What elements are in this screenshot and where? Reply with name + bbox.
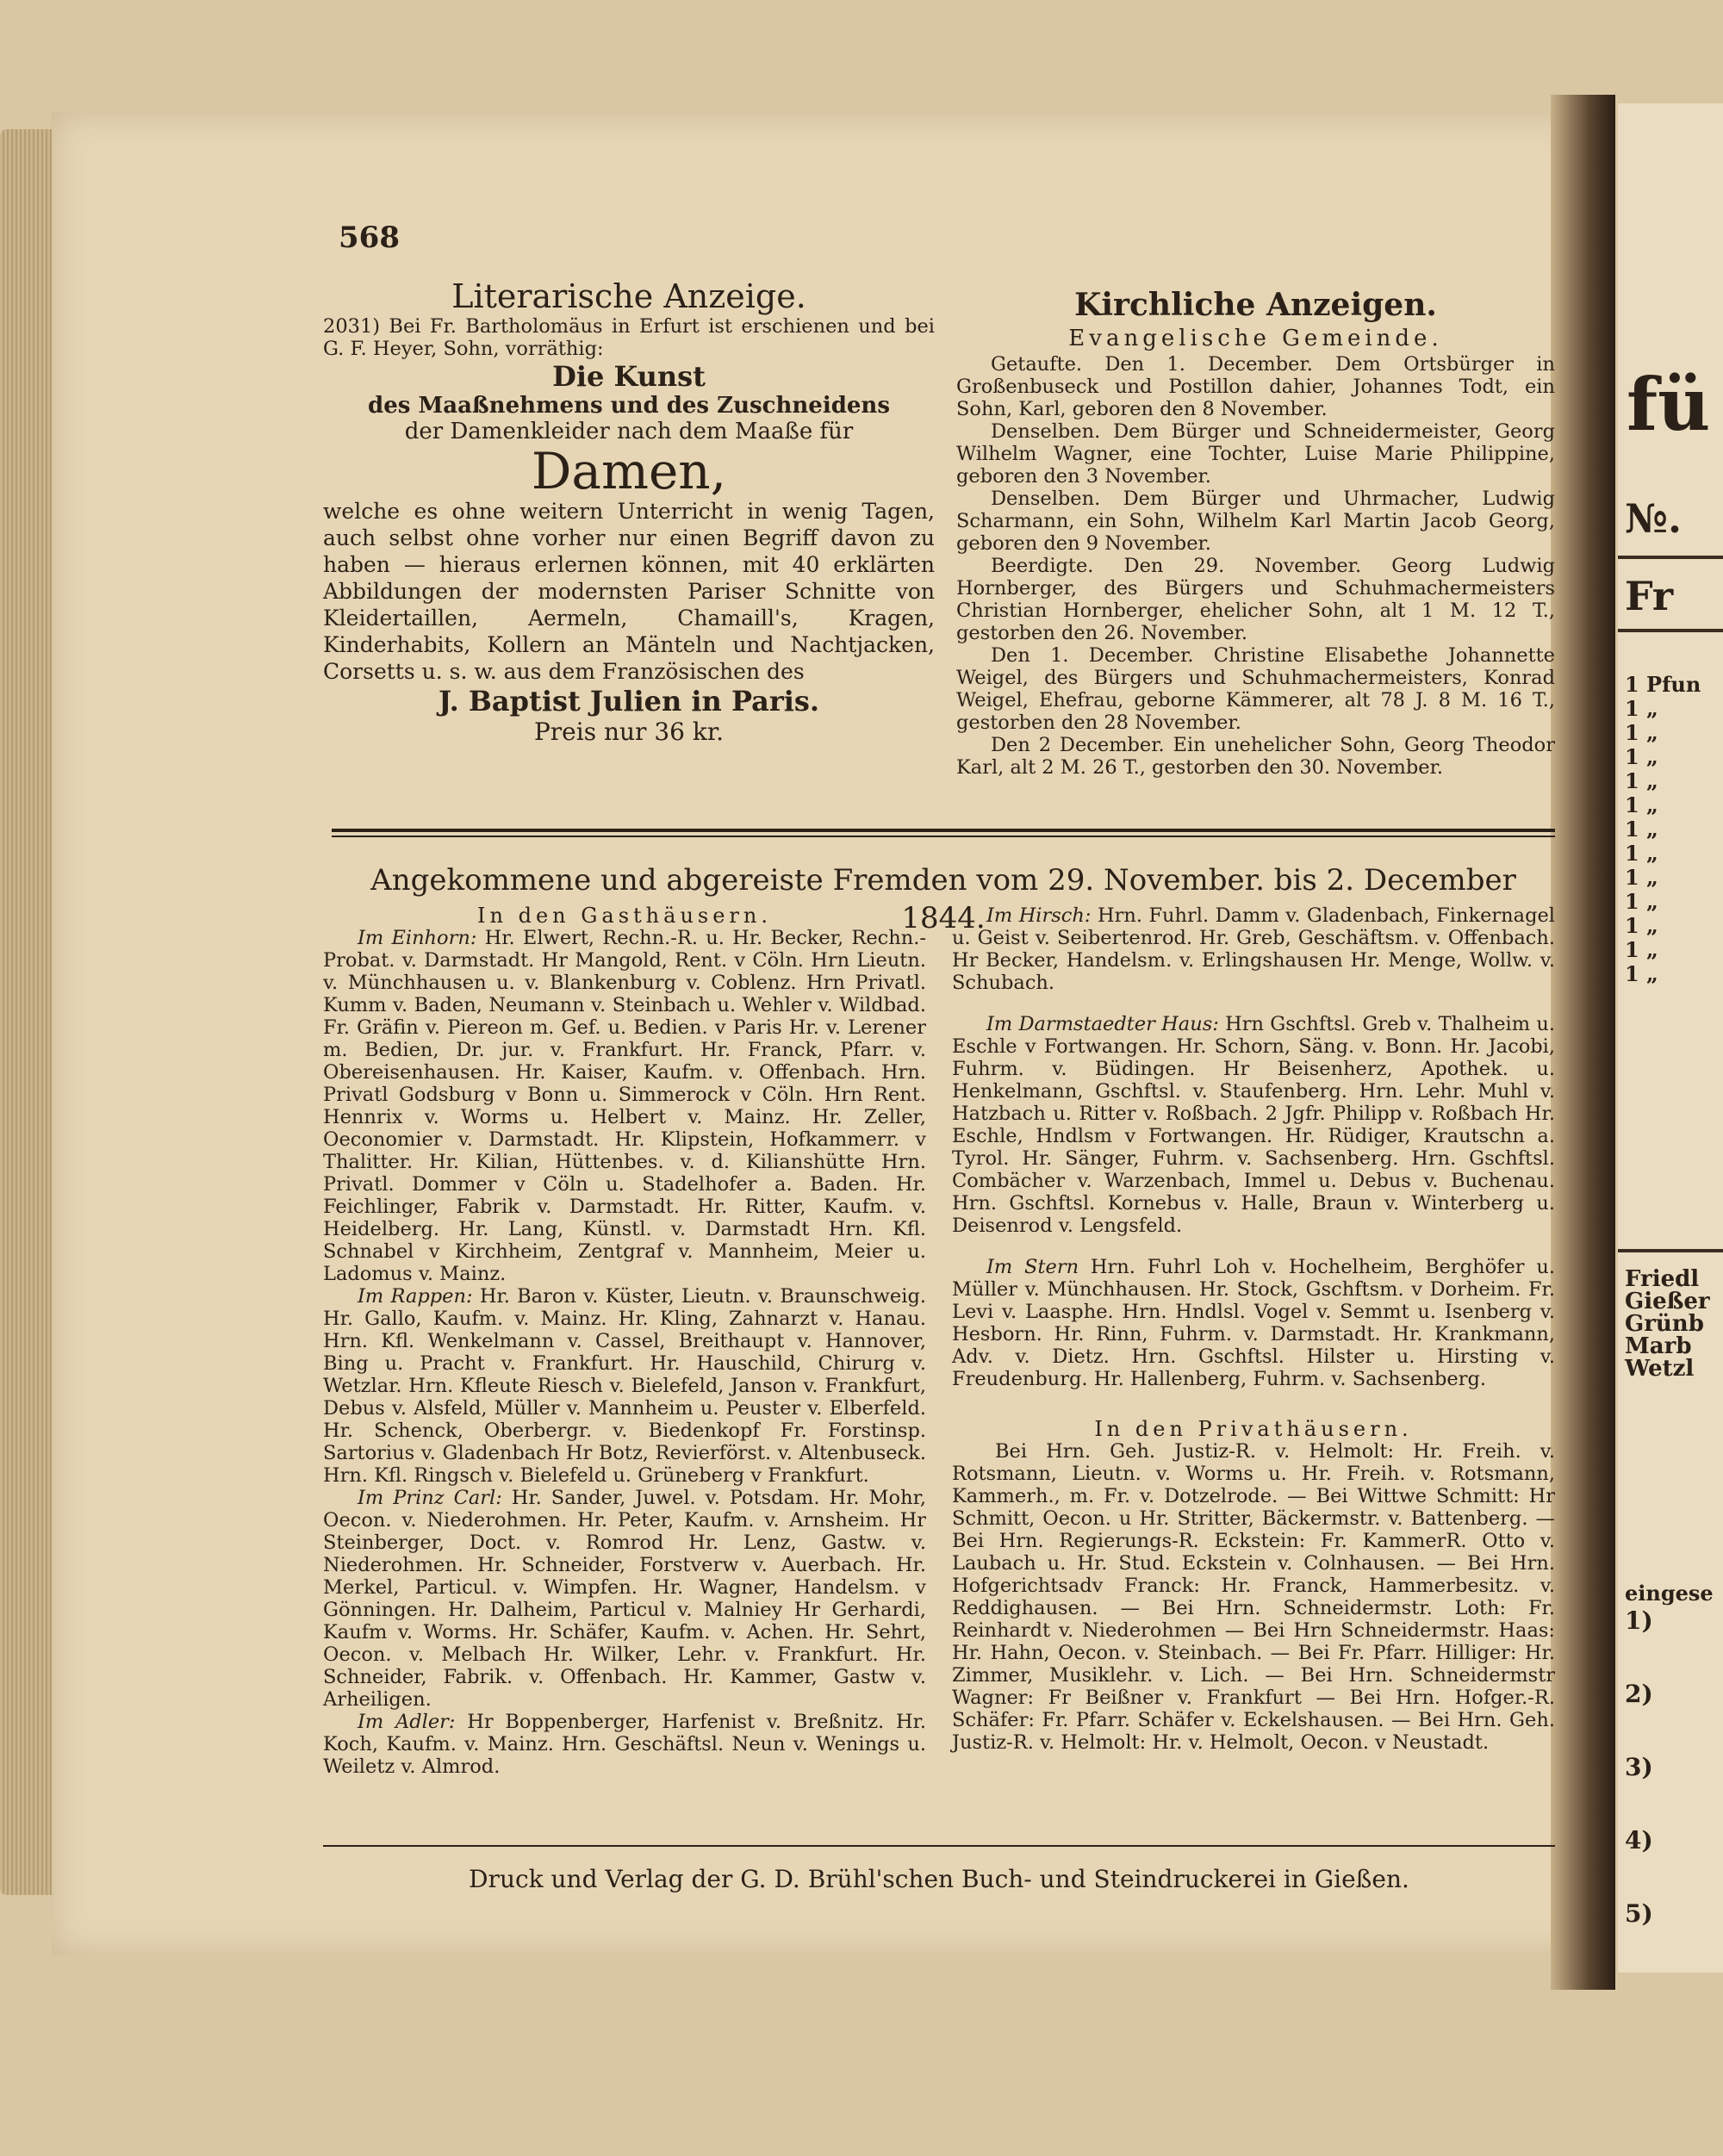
gasthaeuser-heading: In den Gasthäusern. [477,904,772,928]
inn-guests: Hrn. Fuhrl. Damm v. Gladenbach, Finkernagel u. Geist v. Seibertenrod. Hr. Greb, Geschäftsm. v. Offenbach. Hr Becker, Handelsm. v. Erlingshausen Hr. Menge, Wollw. v. Schubach. [952,904,1555,994]
left-entries [323,927,926,1778]
next-page-list-item: 1 „ [1625,961,1658,986]
inn-guests: Hr. Sander, Juwel. v. Potsdam. Hr. Mohr, Oecon. v. Niederohmen. Hr. Peter, Kaufm. v. Arnsheim. Hr Steinberger, Doct. v. Romrod Hr. Lenz, Gastw. v. Niederohmen. Hr. Schneider, Forstverw v. Auerbach. Hr. Merkel, Particul. v. Wimpfen. Hr. Wagner, Handelsm. v Gönningen. Hr. Dalheim, Particul v. Malniey Hr Gerhardi, Kaufm v. Worms. Hr. Schäfer, Kaufm. v. Achen. Hr. Sehrt, Oecon. v. Melbach Hr. Wilker, Lehr. v. Frankfurt. Hr. Schneider, Fabrik. v. Offenbach. Hr. Kammer, Gastw v. Arheiligen. [323,1487,926,1711]
church-entry: Denselben. Dem Bürger und Schneidermeister, Georg Wilhelm Wagner, eine Tochter, Luise Marie Philippine, geboren den 3 November. [956,420,1555,488]
next-page-list-item: 1 „ [1625,889,1658,914]
next-page-number: 1) [1625,1606,1653,1635]
next-page-town: Friedl [1625,1266,1700,1292]
next-page-list-item: 1 „ [1625,792,1658,817]
privat-text: Bei Hrn. Geh. Justiz-R. v. Helmolt: Hr. Freih. v. Rotsmann, Lieutn. v. Worms u. Hr. Freih. v. Rotsmann, Kammerh., m. Fr. v. Dotzelrode. — Bei Wittwe Schmitt: Hr Schmitt, Oecon. u Hr. Stritter, Bäckermstr. v. Battenberg. — Bei Hrn. Regierungs-R. Eckstein: Fr. KammerR. Otto v. Laubach u. Hr. Stud. Eckstein v. Colnhausen. — Bei Hrn. Hofgerichtsadv Franck: Hr. Franck, Hammerbesitz. v. Reddighausen. — Bei Hrn. Schneidermstr. Loth: Fr. Reinhardt v. Niederohmen — Bei Hrn Schneidermstr. Haas: Hr. Hahn, Oecon. v. Steinbach. — Bei Fr. Pfarr. Hilliger: Hr. Zimmer, Musiklehr. v. Lich. — Bei Hrn. Schneidermstr Wagner: Fr Beißner v. Frankfurt — Bei Hrn. Hofger.-R. Schäfer: Fr. Pfarr. Schäfer v. Eckelshausen. — Bei Hrn. Geh. Justiz-R. v. Helmolt: Hr. v. Helmolt, Oecon. v Neustadt. [952,1440,1555,1754]
next-page-number: 5) [1625,1899,1653,1928]
next-page-list-item: 1 „ [1625,865,1658,890]
next-page-list-item: 1 „ [1625,913,1658,938]
inn-guests: Hr. Baron v. Küster, Lieutn. v. Braunschweig. Hr. Gallo, Kaufm. v. Mainz. Hr. Kling, Zahnarzt v. Hanau. Hrn. Kfl. Wenkelmann v. Cassel, Breithaupt v. Hannover, Bing u. Pracht v. Frankfurt. Hr. Hauschild, Chirurg v. Wetzlar. Hrn. Kfleute Riesch v. Bielefeld, Janson v. Frankfurt, Debus v. Alsfeld, Müller v. Mannheim u. Peuster v. Elberfeld. Hr. Schenck, Oberbergr. v. Biedenkopf Fr. Forstinsp. Sartorius v. Gladenbach Hr Botz, Revierförst. v. Altenbuseck. Hrn. Kfl. Ringsch v. Bielefeld u. Grüneberg v Frankfurt. [323,1285,926,1487]
next-page-list-item: 1 „ [1625,744,1658,769]
next-page-list-item: 1 „ [1625,768,1658,793]
section-rule-thin [332,836,1555,837]
church-entries [956,353,1555,779]
book-gutter [1551,95,1615,1990]
section-rule [332,829,1555,832]
next-page-town: Gießer [1625,1289,1710,1314]
next-page-number: 4) [1625,1826,1653,1855]
privat-heading: In den Privathäusern. [1094,1417,1413,1441]
inn-entry [323,1711,926,1778]
next-page-heading-fragment: Fr [1625,573,1674,619]
literary-price: Preis nur 36 kr. [533,718,725,746]
strangers-left-column [323,904,926,1778]
inn-name: Im Prinz Carl: [358,1487,502,1509]
footer-rule [323,1845,1555,1847]
next-page-number: 2) [1625,1680,1653,1708]
footer-imprint: Druck und Verlag der G. D. Brühl'schen Buch- und Steindruckerei in Gießen. [469,1865,1409,1893]
church-entry: Den 1. December. Christine Elisabethe Johannette Weigel, des Bürgers und Schuhmachermeisters, Konrad Weigel, Ehefrau, geborne Kämmerer, alt 78 J. 8 M. 16 T., gestorben den 28 November. [956,644,1555,734]
inn-entry [952,1256,1555,1390]
church-notices [956,286,1555,779]
inn-name: Im Adler: [358,1711,456,1733]
inn-guests: Hr Boppenberger, Harfenist v. Breßnitz. Hr. Koch, Kaufm. v. Mainz. Hrn. Geschäftsl. Neun v. Wenings u. Weiletz v. Almrod. [323,1711,927,1778]
next-page-list-item: 1 „ [1625,937,1658,962]
church-entry: Denselben. Dem Bürger und Uhrmacher, Ludwig Scharmann, ein Sohn, Wilhelm Karl Martin Jacob Georg, geboren den 9 November. [956,488,1555,555]
inn-entry [952,904,1555,994]
next-page-town: Grünb [1625,1311,1704,1337]
page-number: 568 [339,221,400,255]
inn-entry [323,1285,926,1487]
literary-title-damen: Damen, [531,442,727,500]
next-page-title-fragment: fü [1627,362,1711,447]
church-entry: Den 2 December. Ein unehelicher Sohn, Georg Theodor Karl, alt 2 M. 26 T., gestorben den 30. November. [956,734,1555,779]
next-page-list-item: 1 „ [1625,720,1658,745]
next-page-fragment [1618,103,1723,1973]
next-page-list-item: 1 „ [1625,817,1658,842]
literary-heading: Literarische Anzeige. [451,277,806,315]
inn-name: Im Einhorn: [358,927,477,949]
next-page-number-fragment: №. [1625,495,1683,542]
inn-entry [952,1013,1555,1237]
next-page-list-item: 1 „ [1625,841,1658,866]
literary-author: J. Baptist Julien in Paris. [438,685,820,718]
inn-name: Im Hirsch: [986,904,1092,927]
inn-guests: Hrn Gschftsl. Greb v. Thalheim u. Eschle v Fortwangen. Hr. Schorn, Säng. v. Bonn. Hr. Jacobi, Fuhrm. v. Büdingen. Hr Beisenherz, Apothek. u. Henkelmann, Gschftsl. v. Staufenberg. Hrn. Lehr. Muhl v. Hatzbach u. Ritter v. Roßbach. 2 Jgfr. Philipp v. Roßbach Hr. Eschle, Hndlsm v Fortwangen. Hr. Rüdiger, Krautschn a. Tyrol. Hr. Sänger, Fuhrm. v. Sachsenberg. Hrn. Gschftsl. Combächer v. Warzenbach, Immel u. Debus v. Buchenau. Hrn. Gschftsl. Kornebus v. Halle, Braun v. Winterberg u. Deisenrod v. Lengsfeld. [952,1013,1555,1237]
inn-entry [323,1487,926,1711]
next-page-town: Marb [1625,1333,1692,1359]
next-page-list-item: 1 Pfun [1625,672,1701,697]
inn-guests: Hr. Elwert, Rechn.-R. u. Hr. Becker, Rechn.-Probat. v. Darmstadt. Hr Mangold, Rent. v Cöln. Hrn Lieutn. v. Münchhausen u. v. Blankenburg v. Coblenz. Hrn Privatl. Kumm v. Baden, Neumann v. Steinbach u. Wehler v. Wildbad. Fr. Gräfin v. Piereon m. Gef. u. Bedien. v Paris Hr. v. Lerener m. Bedien, Dr. jur. v. Frankfurt. Hr. Franck, Pfarr. v. Obereisenhausen. Hr. Kaiser, Kaufm. v. Offenbach. Hrn. Privatl Godsburg v Bonn u. Simmerock v Cöln. Hrn Rent. Hennrix v. Worms u. Helbert v. Mainz. Hr. Zeller, Oeconomier v. Darmstadt. Hr. Klipstein, Hofkammerr. v Thalitter. Hr. Kilian, Hüttenbes. v. d. Kilianshütte Hrn. Privatl. Dommer v Cöln u. Stadelhofer a. Baden. Hr. Feichlinger, Fabrik v. Darmstadt. Hr. Ritter, Kaufm. v. Heidelberg. Hr. Lang, Künstl. v. Darmstadt Hrn. Kfl. Schnabel v Kirchheim, Zentgraf v. Mannheim, Meier u. Ladomus v. Mainz. [323,927,926,1285]
church-entry: Beerdigte. Den 29. November. Georg Ludwig Hornberger, des Bürgers und Schuhmachermeisters Christian Hornberger, ehelicher Sohn, alt 1 M. 12 T., gestorben den 26. November. [956,555,1555,644]
literary-title-2: des Maaßnehmens und des Zuschneidens [368,393,890,419]
inn-name: Im Stern [986,1256,1079,1278]
next-page-town: Wetzl [1625,1356,1695,1382]
inn-name: Im Rappen: [358,1285,473,1308]
church-subheading: Evangelische Gemeinde. [1068,326,1443,351]
next-page-number: 3) [1625,1753,1653,1781]
inn-entry [323,927,926,1285]
literary-title-1: Die Kunst [552,360,706,393]
strangers-right-column [952,904,1555,1754]
literary-title-3: der Damenkleider nach dem Maaße für [404,419,854,444]
strangers-heading: Angekommene und abgereiste Fremden vom 29. November. bis 2. December 1844. [370,863,1516,935]
inn-guests: Hrn. Fuhrl Loh v. Hochelheim, Berghöfer u. Müller v. Münchhausen. Hr. Stock, Gschftsm. v Dorheim. Fr. Levi v. Laasphe. Hrn. Hndlsl. Vogel v. Semmt u. Isenberg v. Hesborn. Hr. Rinn, Fuhrm. v. Darmstadt. Hr. Krankmann, Adv. v. Dietz. Hrn. Gschftsl. Hilster u. Hirsting v. Freudenburg. Hr. Hallenberg, Fuhrm. v. Sachsenberg. [952,1256,1555,1390]
inn-name: Im Darmstaedter Haus: [986,1013,1219,1035]
literary-intro: 2031) Bei Fr. Bartholomäus in Erfurt ist erschienen und bei G. F. Heyer, Sohn, vorräthig: [323,315,935,360]
right-entries [952,904,1555,1390]
church-entry: Getaufte. Den 1. December. Dem Ortsbürger in Großenbuseck und Postillon dahier, Johannes Todt, ein Sohn, Karl, geboren den 8 November. [956,353,1555,420]
next-page-list-item: 1 „ [1625,696,1658,721]
church-heading: Kirchliche Anzeigen. [1074,287,1437,323]
literary-advertisement [323,277,935,747]
literary-body: welche es ohne weitern Unterricht in wenig Tagen, auch selbst ohne vorher nur einen Begriff davon zu haben — hieraus erlernen können, mit 40 erklärten Abbildungen der modernsten Pariser Schnitte von Kleidertaillen, Aermeln, Chamaill's, Kragen, Kinderhabits, Kollern an Mänteln und Nachtjacken, Corsetts u. s. w. aus dem Französischen des [323,499,935,684]
next-page-eingese: eingese [1625,1581,1714,1606]
